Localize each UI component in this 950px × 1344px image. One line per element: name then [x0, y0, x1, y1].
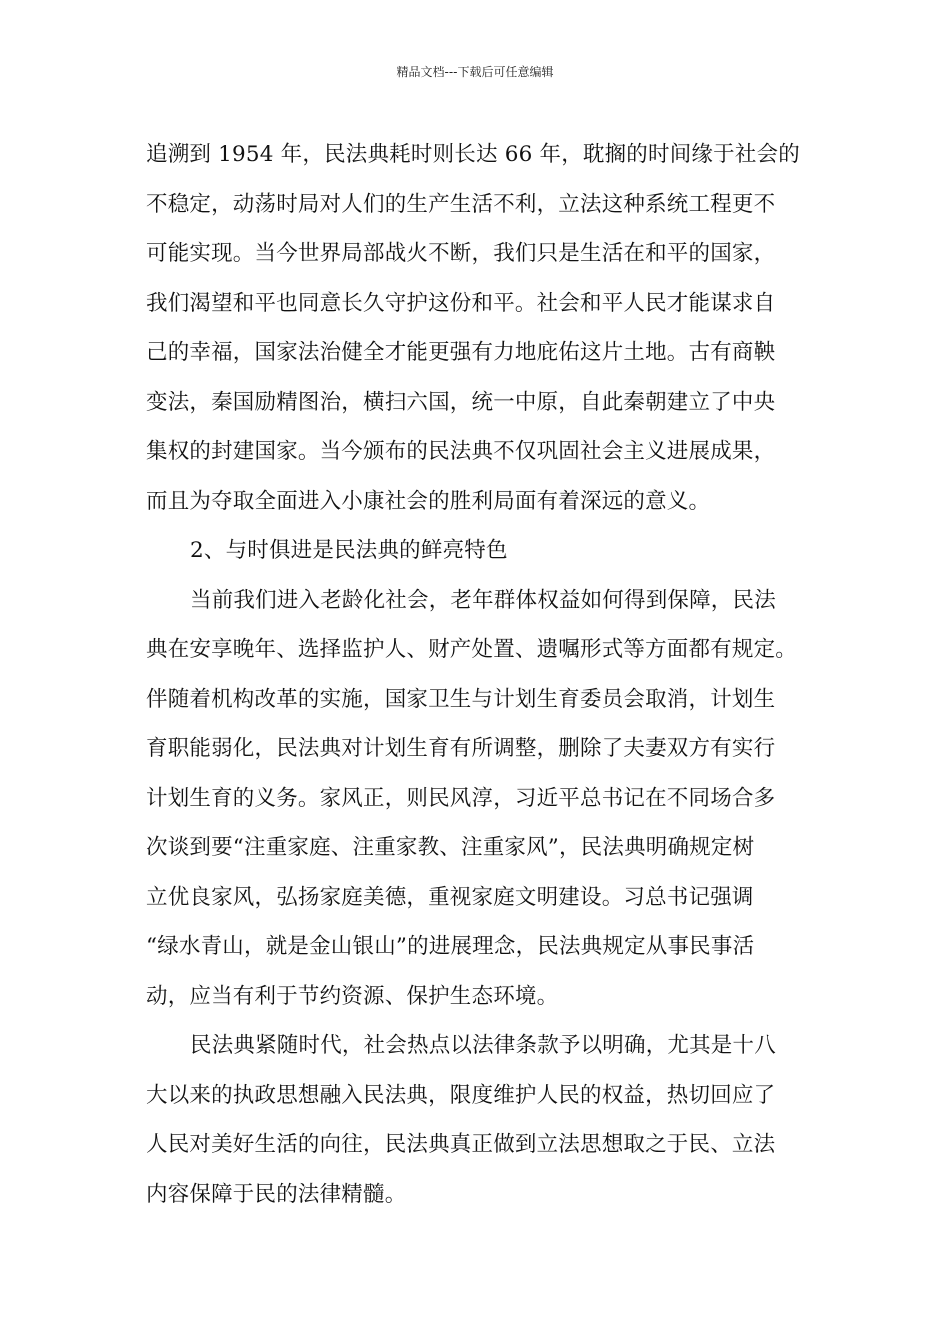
- text-line: “绿水青山，就是金山银山”的进展理念，民法典规定从事民事活: [146, 934, 755, 959]
- text-line: 计划生育的义务。家风正，则民风淳，习近平总书记在不同场合多: [146, 785, 776, 811]
- section-heading: 2、与时俱进是民法典的鲜亮特色: [190, 538, 508, 563]
- text-line: 次谈到要“注重家庭、注重家教、注重家风”，民法典明确规定树: [146, 835, 755, 860]
- text-line: 变法，秦国励精图治，横扫六国，统一中原，自此秦朝建立了中央: [146, 389, 776, 415]
- text-line: 动，应当有利于节约资源、保护生态环境。: [146, 983, 559, 1009]
- text-line: 人民对美好生活的向往，民法典真正做到立法思想取之于民、立法: [146, 1132, 776, 1157]
- text-line: 伴随着机构改革的实施，国家卫生与计划生育委员会取消，计划生: [146, 686, 776, 712]
- text-line: 民法典紧随时代，社会热点以法律条款予以明确，尤其是十八: [190, 1033, 776, 1058]
- text-line: 追溯到 1954 年，民法典耗时则长达 66 年，耽搁的时间缘于社会的: [146, 142, 800, 167]
- text-line: 育职能弱化，民法典对计划生育有所调整，删除了夫妻双方有实行: [146, 736, 776, 761]
- text-line: 立优良家风，弘扬家庭美德，重视家庭文明建设。习总书记强调: [146, 884, 754, 910]
- document-body: [146, 130, 808, 1219]
- text-line: 我们渴望和平也同意长久守护这份和平。社会和平人民才能谋求自: [146, 290, 776, 316]
- text-line: 不稳定，动荡时局对人们的生产生活不利，立法这种系统工程更不: [146, 191, 776, 217]
- text-line: 己的幸福，国家法治健全才能更强有力地庇佑这片土地。古有商鞅: [146, 340, 776, 365]
- text-line: 可能实现。当今世界局部战火不断，我们只是生活在和平的国家，: [146, 241, 776, 266]
- text-line: 当前我们进入老龄化社会，老年群体权益如何得到保障，民法: [190, 587, 776, 613]
- text-line: 而且为夺取全面进入小康社会的胜利局面有着深远的意义。: [146, 488, 711, 514]
- text-line: 集权的封建国家。当今颁布的民法典不仅巩固社会主义进展成果，: [146, 439, 776, 464]
- page-header: 精品文档---下载后可任意编辑: [396, 65, 554, 79]
- text-line: 内容保障于民的法律精髓。: [146, 1181, 407, 1207]
- text-line: 典在安享晚年、选择监护人、财产处置、遗嘱形式等方面都有规定。: [146, 637, 798, 662]
- text-line: 大以来的执政思想融入民法典，限度维护人民的权益，热切回应了: [146, 1082, 776, 1108]
